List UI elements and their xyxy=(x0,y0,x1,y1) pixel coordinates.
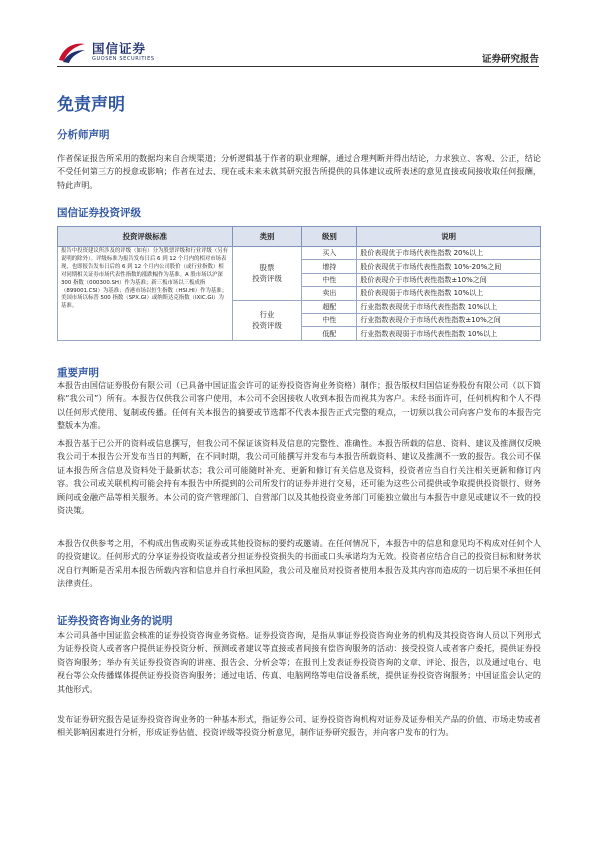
rating-description: 行业指数表现优于市场代表性指数 10%以上 xyxy=(357,300,541,313)
column-header: 说明 xyxy=(357,227,541,247)
rating-heading: 国信证券投资评级 xyxy=(57,207,141,219)
rating-description: 股价表现优于市场代表性指数 20%以上 xyxy=(357,247,541,260)
rating-level: 中性 xyxy=(302,313,357,326)
rating-description: 股价表现弱于市场代表性指数 10%以上 xyxy=(357,287,541,300)
industry-rating-category xyxy=(232,300,302,340)
column-header: 级别 xyxy=(302,227,357,247)
page-title: 免责声明 xyxy=(57,95,125,115)
category-line: 行业 xyxy=(259,310,275,320)
rating-table-header xyxy=(58,227,541,247)
column-header: 类别 xyxy=(232,227,302,247)
report-type-label: 证券研究报告 xyxy=(481,54,539,65)
logo-mark-icon xyxy=(57,40,87,64)
logo-english-name: GUOSEN SECURITIES xyxy=(92,55,155,62)
rating-description: 股价表现优于市场代表性指数 10%-20%之间 xyxy=(357,260,541,273)
advisory-heading: 证券投资咨询业务的说明 xyxy=(57,615,173,627)
advisory-paragraph-2: 发布证券研究报告是证券投资咨询业务的一种基本形式，指证券公司、证券投资咨询机构对证券及证券相关产品的价值、市场走势或者相关影响因素进行分析，形成证券估值、投资评级等投资分析意见，制作证券研究报告，并向客户发布的行为。 xyxy=(57,714,541,738)
rating-description: 行业指数表现介于市场代表性指数±10%之间 xyxy=(357,313,541,326)
rating-level: 买入 xyxy=(302,247,357,260)
company-logo xyxy=(57,40,155,64)
stock-rating-category xyxy=(232,247,302,301)
analyst-statement-text: 作者保证报告所采用的数据均来自合规渠道；分析逻辑基于作者的职业理解，通过合理判断并得出结论，力求独立、客观、公正，结论不受任何第三方的授意或影响；作者在过去、现在或未来未就其研究报告所提供的具体建议或所表述的意见直接或间接收取任何报酬，特此声明。 xyxy=(57,153,541,190)
rating-table xyxy=(57,226,541,341)
important-notice-paragraph-3: 本报告仅供参考之用，不构成出售或购买证券或其他投资标的要约或邀请。在任何情况下，本报告中的信息和意见均不构成对任何个人的投资建议。任何形式的分享证券投资收益或者分担证券投资损失的书面或口头承诺均为无效。投资者应结合自己的投资目标和财务状况自行判断是否采用本报告所载内容和信息并自行承担风险，我公司及雇员对投资者使用本报告及其内容而造成的一切后果不承担任何法律责任。 xyxy=(57,538,541,589)
rating-level: 增持 xyxy=(302,260,357,273)
rating-level: 低配 xyxy=(302,327,357,340)
rating-level: 超配 xyxy=(302,300,357,313)
table-row xyxy=(58,247,541,260)
rating-level: 中性 xyxy=(302,273,357,286)
category-line: 投资评级 xyxy=(252,321,282,331)
rating-description: 股价表现介于市场代表性指数±10%之间 xyxy=(357,273,541,286)
header-divider xyxy=(57,66,539,67)
important-notice-heading: 重要声明 xyxy=(57,367,99,379)
rating-standard-text: 报告中投资建议所涉及的评级（如有）分为股票评级和行业评级（另有说明的除外）。评级标准为报告发布日后 6 到 12 个月内的相对市场表现，也即报告发布日后的 6 到 12 个月内公司股价（或行业指数）相对同期相关证券市场代表性指数的涨跌幅作为基准。A 股市场以沪深 300 指数（000300.SH）作为基准；新三板市场以三板成指（899001.CSI）为基准；香港市场以恒生指数（HSI.HI）作为基准；美国市场以标普 500 指数（SPX.GI）或纳斯达克指数（IXIC.GI）为基准。 xyxy=(58,247,233,341)
rating-description: 行业指数表现弱于市场代表性指数 10%以上 xyxy=(357,327,541,340)
logo-chinese-name: 国信证券 xyxy=(92,40,147,56)
important-notice-paragraph-2: 本报告基于已公开的资料或信息撰写，但我公司不保证该资料及信息的完整性、准确性。本报告所载的信息、资料、建议及推测仅反映我公司于本报告公开发布当日的判断，在不同时期，我公司可能撰写并发布与本报告所载资料、建议及推测不一致的报告。我公司不保证本报告所含信息及资料处于最新状态；我公司可能随时补充、更新和修订有关信息及资料，投资者应当自行关注相关更新和修订内容。我公司或关联机构可能会持有本报告中所提到的公司所发行的证券并进行交易，还可能为这些公司提供或争取提供投资银行、财务顾问或金融产品等相关服务。本公司的资产管理部门、自营部门以及其他投资业务部门可能独立做出与本报告中意见或建议不一致的投资决策。 xyxy=(57,438,541,516)
analyst-statement-heading: 分析师声明 xyxy=(57,129,110,141)
column-header: 投资评级标准 xyxy=(58,227,233,247)
page-header xyxy=(0,0,596,70)
advisory-paragraph-1: 本公司具备中国证监会核准的证券投资咨询业务资格。证券投资咨询，是指从事证券投资咨询业务的机构及其投资咨询人员以下列形式为证券投资人或者客户提供证券投资分析、预测或者建议等直接或者间接有偿咨询服务的活动：接受投资人或者客户委托，提供证券投资咨询服务；举办有关证券投资咨询的讲座、报告会、分析会等；在报刊上发表证券投资咨询的文章、评论、报告，以及通过电台、电视台等公众传播媒体提供证券投资咨询服务；通过电话、传真、电脑网络等电信设备系统，提供证券投资咨询服务；中国证监会认定的其他形式。 xyxy=(57,630,541,694)
important-notice-paragraph-1: 本报告由国信证券股份有限公司（已具备中国证监会许可的证券投资咨询业务资格）制作；报告版权归国信证券股份有限公司（以下简称“我公司”）所有。本报告仅供我公司客户使用，本公司不会因接收人收到本报告而视其为客户。未经书面许可，任何机构和个人不得以任何形式使用、复制或传播。任何有关本报告的摘要或节选都不代表本报告正式完整的观点，一切须以我公司向客户发布的本报告完整版本为准。 xyxy=(57,380,541,431)
category-line: 股票 xyxy=(259,263,275,273)
category-line: 投资评级 xyxy=(252,274,282,284)
rating-level: 卖出 xyxy=(302,287,357,300)
